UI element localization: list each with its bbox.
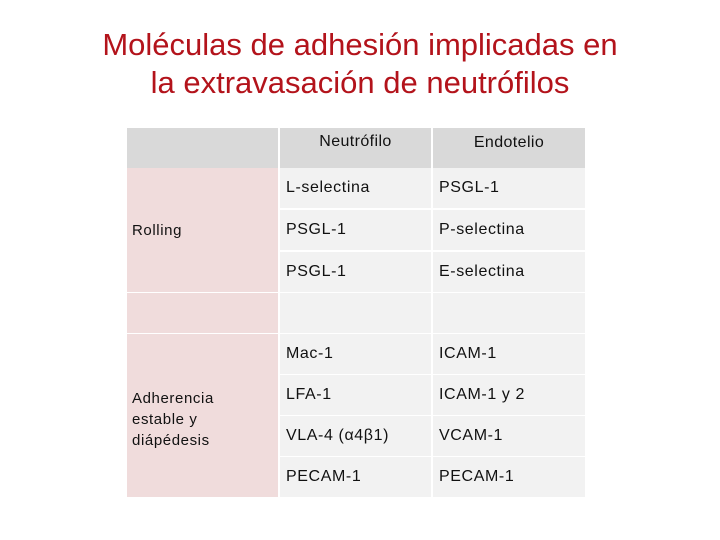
cell-rolling-2-neutrofilo: PSGL-1 (280, 210, 431, 250)
group-label-adherencia-text (132, 388, 214, 451)
separator-row-neutrofilo (280, 293, 431, 333)
header-neutrofilo: Neutrófilo (280, 128, 431, 168)
cell-adherencia-1-neutrofilo: Mac-1 (280, 334, 431, 374)
cell-adherencia-4-neutrofilo: PECAM-1 (280, 457, 431, 497)
cell-rolling-2-endotelio: P-selectina (433, 210, 585, 250)
group-label-line-2: estable y (132, 411, 198, 428)
separator-row-endotelio (433, 293, 585, 333)
cell-adherencia-2-endotelio: ICAM-1 y 2 (433, 375, 585, 415)
cell-adherencia-4-endotelio: PECAM-1 (433, 457, 585, 497)
slide-title-line-1: Moléculas de adhesión implicadas en (102, 27, 618, 62)
header-endotelio: Endotelio (433, 128, 585, 168)
separator-row-label (127, 293, 278, 333)
group-label-line-3: diápédesis (132, 432, 210, 449)
cell-rolling-1-endotelio: PSGL-1 (433, 168, 585, 208)
cell-adherencia-3-neutrofilo: VLA-4 (α4β1) (280, 416, 431, 456)
header-corner-cell (127, 128, 278, 168)
group-label-rolling: Rolling (127, 168, 278, 292)
group-label-line-1: Adherencia (132, 390, 214, 407)
cell-adherencia-3-endotelio: VCAM-1 (433, 416, 585, 456)
cell-adherencia-2-neutrofilo: LFA-1 (280, 375, 431, 415)
cell-rolling-1-neutrofilo: L-selectina (280, 168, 431, 208)
cell-adherencia-1-endotelio: ICAM-1 (433, 334, 585, 374)
slide-title-line-2: la extravasación de neutrófilos (150, 65, 570, 100)
cell-rolling-3-neutrofilo: PSGL-1 (280, 252, 431, 292)
group-label-adherencia (127, 334, 278, 497)
slide-title (0, 26, 720, 102)
cell-rolling-3-endotelio: E-selectina (433, 252, 585, 292)
